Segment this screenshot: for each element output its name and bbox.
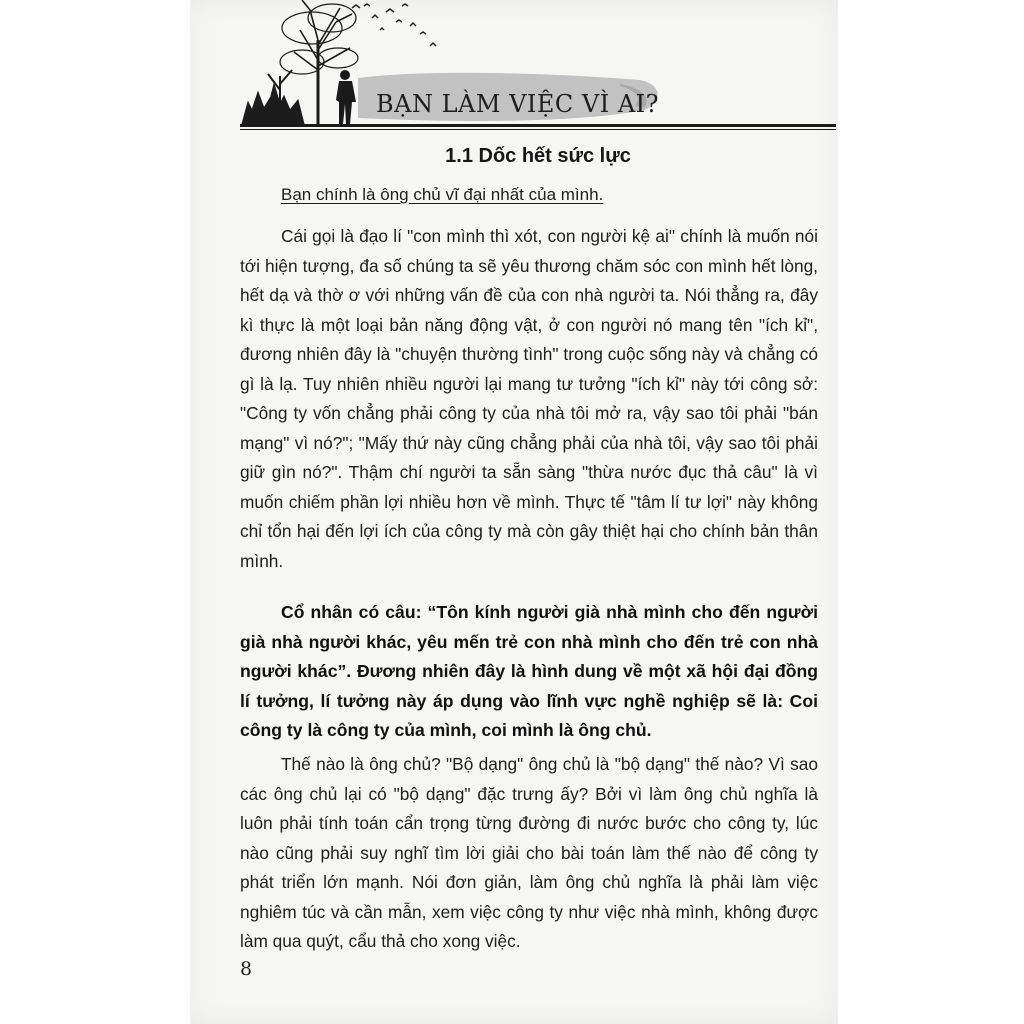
header-rule-thin bbox=[240, 129, 836, 130]
page-number: 8 bbox=[240, 958, 253, 980]
section-title: 1.1 Dốc hết sức lực bbox=[445, 145, 631, 167]
birds-icon bbox=[352, 4, 436, 46]
header-rule-thick bbox=[240, 124, 836, 127]
section-subtitle: Bạn chính là ông chủ vĩ đại nhất của mình. bbox=[281, 185, 604, 204]
chapter-title: BẠN LÀM VIỆC VÌ AI? bbox=[376, 90, 660, 118]
paragraph-1: Cái gọi là đạo lí "con mình thì xót, con người kệ ai" chính là muốn nói tới hiện tượng, đa số chúng ta sẽ yêu thương chăm sóc con mình hết lòng, hết dạ và thờ ơ với những vấn đề của con nhà người ta. Nói thẳng ra, đây kì thực là một loại bản năng động vật, ở con người nó mang tên "ích kỉ", đương nhiên đây là "chuyện thường tình" trong cuộc sống này và chẳng có gì là lạ. Tuy nhiên nhiều người lại mang tư tưởng "ích kỉ" này tới công sở: "Công ty vốn chẳng phải công ty của nhà tôi mở ra, vậy sao tôi phải "bán mạng" vì nó?"; "Mấy thứ này cũng chẳng phải của nhà tôi, vậy sao tôi phải giữ gìn nó?". Thậm chí người ta sẵn sàng "thừa nước đục thả câu" là vì muốn chiếm phần lợi nhiều hơn về mình. Thực tế "tâm lí tư lợi" này không chỉ tổn hại đến lợi ích của công ty mà còn gây thiệt hại cho chính bản thân mình. bbox=[240, 226, 818, 571]
walking-man-silhouette bbox=[336, 70, 356, 124]
paragraph-3: Thế nào là ông chủ? "Bộ dạng" ông chủ là "bộ dạng" thế nào? Vì sao các ông chủ lại có "bộ dạng" đặc trưng ấy? Bởi vì làm ông chủ nghĩa là luôn phải tính toán cẩn trọng từng đường đi nước bước cho công ty, lúc nào cũng phải suy nghĩ tìm lời giải cho bài toán làm thế nào để công ty phát triển lớn mạnh. Nói đơn giản, làm ông chủ nghĩa là phải làm việc nghiêm túc và cần mẫn, xem việc công ty như việc nhà mình, không được làm qua quýt, cẩu thả cho xong việc. bbox=[240, 754, 818, 951]
paragraph-2-bold: Cổ nhân có câu: “Tôn kính người già nhà mình cho đến người già nhà người khác, yêu mến trẻ con nhà mình cho đến trẻ con nhà người khác”. Đương nhiên đây là hình dung về một xã hội đại đồng lí tưởng, lí tưởng này áp dụng vào lĩnh vực nghề nghiệp sẽ là: Coi công ty là công ty của mình, coi mình là ông chủ. bbox=[240, 602, 818, 740]
